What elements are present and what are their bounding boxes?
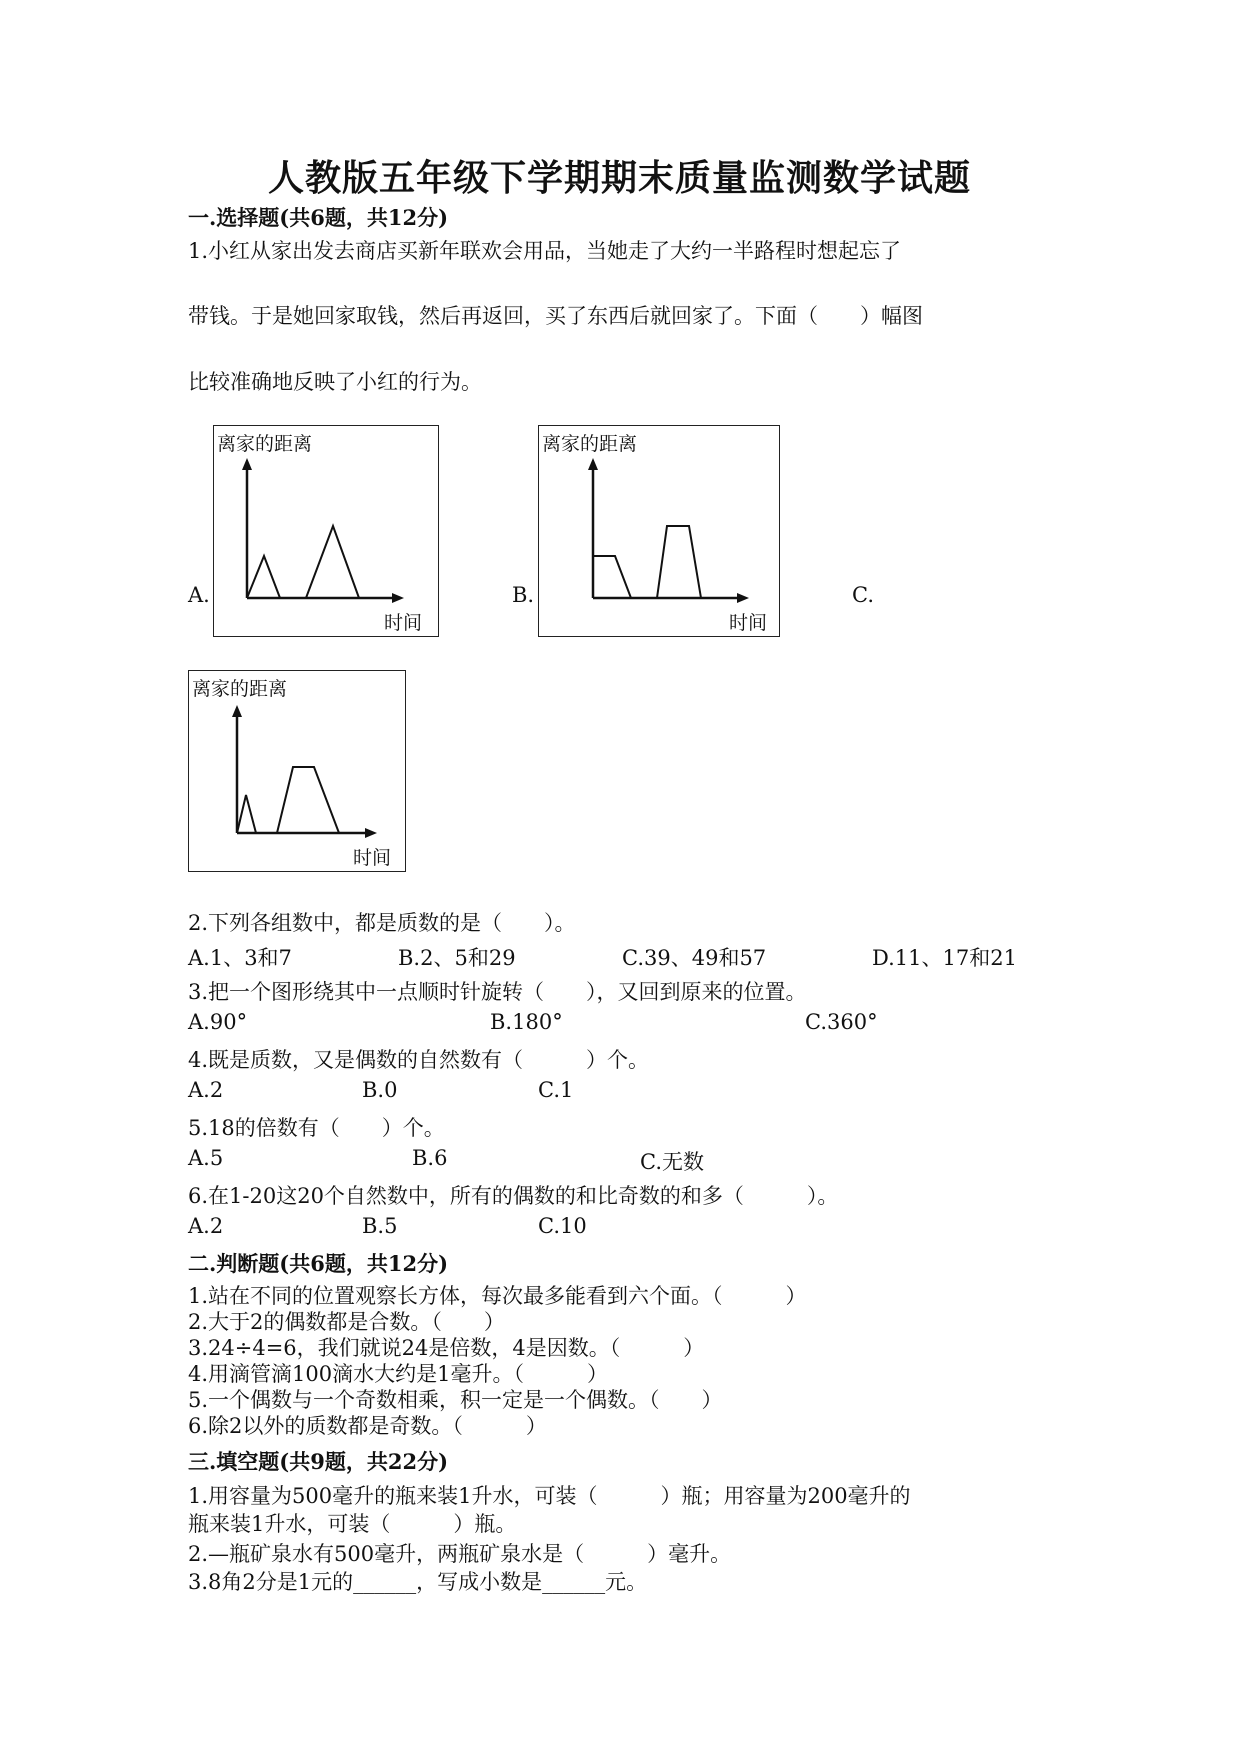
question-1-line-1: 1.小红从家出发去商店买新年联欢会用品，当她走了大约一半路程时想起忘了 (188, 239, 902, 263)
question-3-option-b: B.180° (490, 1010, 563, 1034)
question-6-option-c: C.10 (538, 1214, 587, 1238)
judgment-item: 6.除2以外的质数都是奇数。（ ） (188, 1414, 547, 1438)
graph-c-ylabel: 离家的距离 (192, 678, 288, 700)
page-title: 人教版五年级下学期期末质量监测数学试题 (268, 157, 972, 199)
graph-option-a (213, 425, 439, 637)
question-1-line-3: 比较准确地反映了小红的行为。 (188, 370, 482, 394)
question-5-option-c: C.无数 (640, 1150, 704, 1174)
fill-question-1-line-2: 瓶来装1升水，可装（ ）瓶。 (188, 1512, 517, 1536)
section-heading-judgment: 二.判断题(共6题，共12分) (188, 1251, 449, 1276)
judgment-item: 2.大于2的偶数都是合数。（ ） (188, 1310, 505, 1334)
graph-a-plot (214, 426, 438, 636)
question-2-option-b: B.2、5和29 (398, 946, 516, 970)
question-4: 4.既是质数，又是偶数的自然数有（ ）个。 (188, 1048, 650, 1072)
question-4-option-a: A.2 (188, 1078, 224, 1102)
question-6: 6.在1-20这20个自然数中，所有的偶数的和比奇数的和多（ ）。 (188, 1184, 839, 1208)
question-5-option-a: A.5 (188, 1146, 224, 1170)
fill-question-3: 3.8角2分是1元的______，写成小数是______元。 (188, 1570, 648, 1594)
question-6-option-a: A.2 (188, 1214, 224, 1238)
fill-question-2: 2.—瓶矿泉水有500毫升，两瓶矿泉水是（ ）毫升。 (188, 1542, 732, 1566)
judgment-item: 5.一个偶数与一个奇数相乘，积一定是一个偶数。（ ） (188, 1388, 723, 1412)
graph-b-plot (539, 426, 779, 636)
judgment-item: 3.24÷4=6，我们就说24是倍数，4是因数。（ ） (188, 1336, 705, 1360)
graph-c-xlabel: 时间 (353, 847, 392, 869)
question-5: 5.18的倍数有（ ）个。 (188, 1116, 445, 1140)
question-3: 3.把一个图形绕其中一点顺时针旋转（ ），又回到原来的位置。 (188, 980, 807, 1004)
section-heading-fill-blank: 三.填空题(共9题，共22分) (188, 1449, 449, 1474)
question-1-option-a: A. (188, 583, 210, 607)
question-1-line-2: 带钱。于是她回家取钱，然后再返回，买了东西后就回家了。下面（ ）幅图 (188, 304, 923, 328)
graph-a-ylabel: 离家的距离 (217, 433, 313, 455)
graph-a-xlabel: 时间 (384, 612, 423, 634)
question-2-option-d: D.11、17和21 (872, 946, 1017, 970)
graph-b-ylabel: 离家的距离 (542, 433, 638, 455)
judgment-item: 1.站在不同的位置观察长方体，每次最多能看到六个面。（ ） (188, 1284, 807, 1308)
question-2-option-c: C.39、49和57 (622, 946, 767, 970)
question-2-option-a: A.1、3和7 (188, 946, 292, 970)
question-1-option-b: B. (512, 583, 535, 607)
question-3-option-a: A.90° (188, 1010, 248, 1034)
graph-option-c (188, 670, 406, 872)
judgment-item: 4.用滴管滴100滴水大约是1毫升。（ ） (188, 1362, 608, 1386)
graph-option-b (538, 425, 780, 637)
question-5-option-b: B.6 (412, 1146, 448, 1170)
question-6-option-b: B.5 (362, 1214, 398, 1238)
graph-c-plot (189, 671, 405, 871)
question-2: 2.下列各组数中，都是质数的是（ ）。 (188, 911, 576, 935)
fill-question-1-line-1: 1.用容量为500毫升的瓶来装1升水，可装（ ）瓶；用容量为200毫升的 (188, 1484, 911, 1508)
question-4-option-b: B.0 (362, 1078, 398, 1102)
section-heading-choice: 一.选择题(共6题，共12分) (188, 205, 449, 230)
graph-b-xlabel: 时间 (729, 612, 768, 634)
question-3-option-c: C.360° (805, 1010, 878, 1034)
question-1-option-c: C. (852, 583, 874, 607)
question-4-option-c: C.1 (538, 1078, 574, 1102)
